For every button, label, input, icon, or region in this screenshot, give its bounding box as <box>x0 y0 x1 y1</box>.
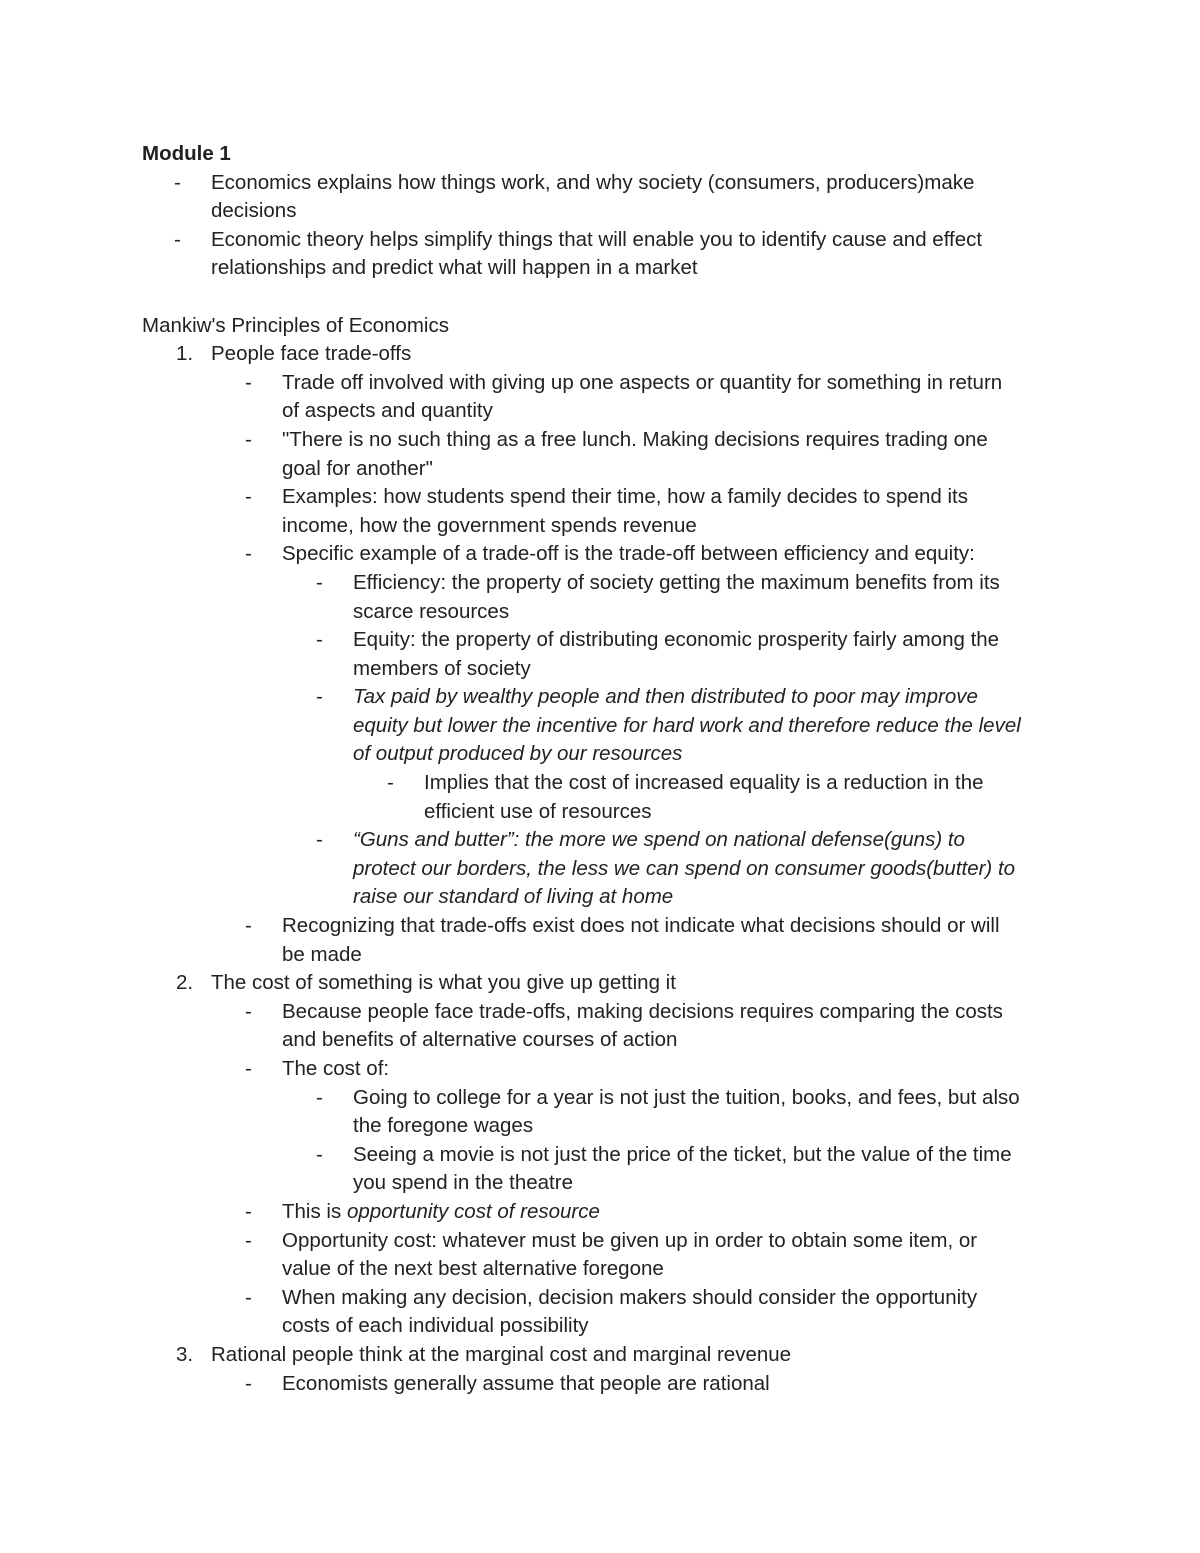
bullet-text-italic: raise our standard of living at home <box>353 885 674 909</box>
blank-line <box>0 283 1200 312</box>
bullet-text: decisions <box>211 199 297 223</box>
sub-bullet <box>0 426 1200 455</box>
level4-bullet-continuation <box>0 798 1200 827</box>
intro-bullet <box>0 169 1200 198</box>
bullet-text-italic: protect our borders, the less we can spend on consumer goods(butter) to <box>353 856 1016 880</box>
sub-bullet-continuation <box>0 397 1200 426</box>
bullet-text-mixed <box>282 1198 600 1227</box>
bullet-text: be made <box>282 942 362 966</box>
principle-title: Rational people think at the marginal cost and marginal revenue <box>211 1342 792 1366</box>
principle-title-line <box>0 340 1200 369</box>
sub-bullet <box>0 1055 1200 1084</box>
bullet-text-italic: of output produced by our resources <box>353 742 683 766</box>
sub-sub-bullet-continuation <box>0 740 1200 769</box>
bullet-text: Recognizing that trade-offs exist does not indicate what decisions should or will <box>282 914 1000 938</box>
bullet-text: When making any decision, decision makers should consider the opportunity <box>282 1285 978 1309</box>
level4-bullet <box>0 769 1200 798</box>
dash-bullet: - <box>316 1085 323 1109</box>
bullet-text: Implies that the cost of increased equality is a reduction in the <box>424 771 984 795</box>
module-heading: Module 1 <box>142 142 231 165</box>
bullet-text: of aspects and quantity <box>282 399 493 423</box>
sub-bullet <box>0 483 1200 512</box>
sub-bullet <box>0 1227 1200 1256</box>
bullet-text: value of the next best alternative foregone <box>282 1257 664 1281</box>
intro-bullet <box>0 226 1200 255</box>
bullet-text: Economics explains how things work, and why society (consumers, producers)make <box>211 170 975 194</box>
sub-sub-bullet-continuation <box>0 883 1200 912</box>
sub-bullet <box>0 998 1200 1027</box>
bullet-text: members of society <box>353 656 531 680</box>
intro-bullet-continuation <box>0 254 1200 283</box>
sub-sub-bullet <box>0 1084 1200 1113</box>
sub-sub-bullet <box>0 826 1200 855</box>
dash-bullet: - <box>245 485 252 509</box>
dash-bullet: - <box>245 1285 252 1309</box>
dash-bullet: - <box>316 828 323 852</box>
sub-bullet <box>0 1284 1200 1313</box>
bullet-text: Specific example of a trade-off is the trade-off between efficiency and equity: <box>282 542 975 566</box>
dash-bullet: - <box>316 1142 323 1166</box>
sub-bullet-continuation <box>0 941 1200 970</box>
bullet-text-prefix: This is <box>282 1199 347 1223</box>
sub-sub-bullet-continuation <box>0 1112 1200 1141</box>
dash-bullet: - <box>245 999 252 1023</box>
principle-title-line <box>0 1341 1200 1370</box>
dash-bullet: - <box>316 628 323 652</box>
bullet-text-emphasis: opportunity cost of resource <box>346 1199 600 1223</box>
principle-title-line <box>0 969 1200 998</box>
bullet-text: Examples: how students spend their time, how a family decides to spend its <box>282 485 968 509</box>
sub-bullet-continuation <box>0 512 1200 541</box>
bullet-text: costs of each individual possibility <box>282 1314 589 1338</box>
sub-bullet <box>0 540 1200 569</box>
bullet-text: Trade off involved with giving up one aspects or quantity for something in return <box>282 370 1003 394</box>
bullet-text: Going to college for a year is not just the tuition, books, and fees, but also <box>353 1085 1020 1109</box>
list-number: 2. <box>176 971 194 995</box>
bullet-text: Economic theory helps simplify things that will enable you to identify cause and effect <box>211 227 983 251</box>
intro-bullet-continuation <box>0 197 1200 226</box>
dash-bullet: - <box>174 227 181 251</box>
dash-bullet: - <box>245 1199 252 1223</box>
bullet-text: scarce resources <box>353 599 510 623</box>
sub-bullet <box>0 369 1200 398</box>
sub-sub-bullet <box>0 626 1200 655</box>
bullet-text: Equity: the property of distributing economic prosperity fairly among the <box>353 628 1000 652</box>
sub-sub-bullet-continuation <box>0 712 1200 741</box>
dash-bullet: - <box>245 542 252 566</box>
dash-bullet: - <box>387 771 394 795</box>
sub-sub-bullet-continuation <box>0 598 1200 627</box>
sub-sub-bullet-continuation <box>0 855 1200 884</box>
principles-heading: Mankiw's Principles of Economics <box>142 313 449 337</box>
bullet-text: Seeing a movie is not just the price of the ticket, but the value of the time <box>353 1142 1012 1166</box>
bullet-text-italic: “Guns and butter”: the more we spend on national defense(guns) to <box>353 828 965 852</box>
principle-title: The cost of something is what you give up getting it <box>211 971 676 995</box>
sub-sub-bullet-continuation <box>0 655 1200 684</box>
dash-bullet: - <box>245 1371 252 1395</box>
dash-bullet: - <box>245 427 252 451</box>
dash-bullet: - <box>245 370 252 394</box>
sub-bullet-continuation <box>0 455 1200 484</box>
dash-bullet: - <box>316 570 323 594</box>
dash-bullet: - <box>174 170 181 194</box>
sub-sub-bullet <box>0 683 1200 712</box>
dash-bullet: - <box>245 1057 252 1080</box>
sub-bullet-continuation <box>0 1312 1200 1341</box>
list-number: 3. <box>176 1342 194 1366</box>
bullet-text: relationships and predict what will happen in a market <box>211 256 698 280</box>
sub-sub-bullet <box>0 1141 1200 1170</box>
dash-bullet: - <box>245 914 252 938</box>
bullet-text-italic: Tax paid by wealthy people and then distributed to poor may improve <box>353 685 978 709</box>
principles-heading-line <box>0 312 1200 341</box>
sub-bullet <box>0 1370 1200 1399</box>
bullet-text: Because people face trade-offs, making decisions requires comparing the costs <box>282 999 1003 1023</box>
sub-bullet <box>0 912 1200 941</box>
bullet-text: income, how the government spends revenue <box>282 513 697 537</box>
dash-bullet: - <box>316 685 323 709</box>
bullet-text: Efficiency: the property of society getting the maximum benefits from its <box>353 570 1000 594</box>
bullet-text: you spend in the theatre <box>353 1171 573 1195</box>
sub-sub-bullet-continuation <box>0 1169 1200 1198</box>
bullet-text: goal for another" <box>282 456 433 480</box>
sub-bullet <box>0 1198 1200 1227</box>
sub-sub-bullet <box>0 569 1200 598</box>
bullet-text: Opportunity cost: whatever must be given up in order to obtain some item, or <box>282 1228 978 1252</box>
bullet-text: efficient use of resources <box>424 799 652 823</box>
bullet-text-italic: equity but lower the incentive for hard work and therefore reduce the level <box>353 713 1021 737</box>
bullet-text: the foregone wages <box>353 1114 534 1138</box>
sub-bullet-continuation <box>0 1255 1200 1284</box>
document-page <box>0 140 1200 1398</box>
bullet-text: and benefits of alternative courses of action <box>282 1028 678 1052</box>
principle-title: People face trade-offs <box>211 342 412 366</box>
bullet-text: "There is no such thing as a free lunch. Making decisions requires trading one <box>282 427 988 451</box>
bullet-text: The cost of: <box>282 1057 390 1080</box>
list-number: 1. <box>176 342 194 366</box>
bullet-text: Economists generally assume that people are rational <box>282 1371 770 1395</box>
dash-bullet: - <box>245 1228 252 1252</box>
sub-bullet-continuation <box>0 1026 1200 1055</box>
module-heading-line <box>0 140 1200 169</box>
